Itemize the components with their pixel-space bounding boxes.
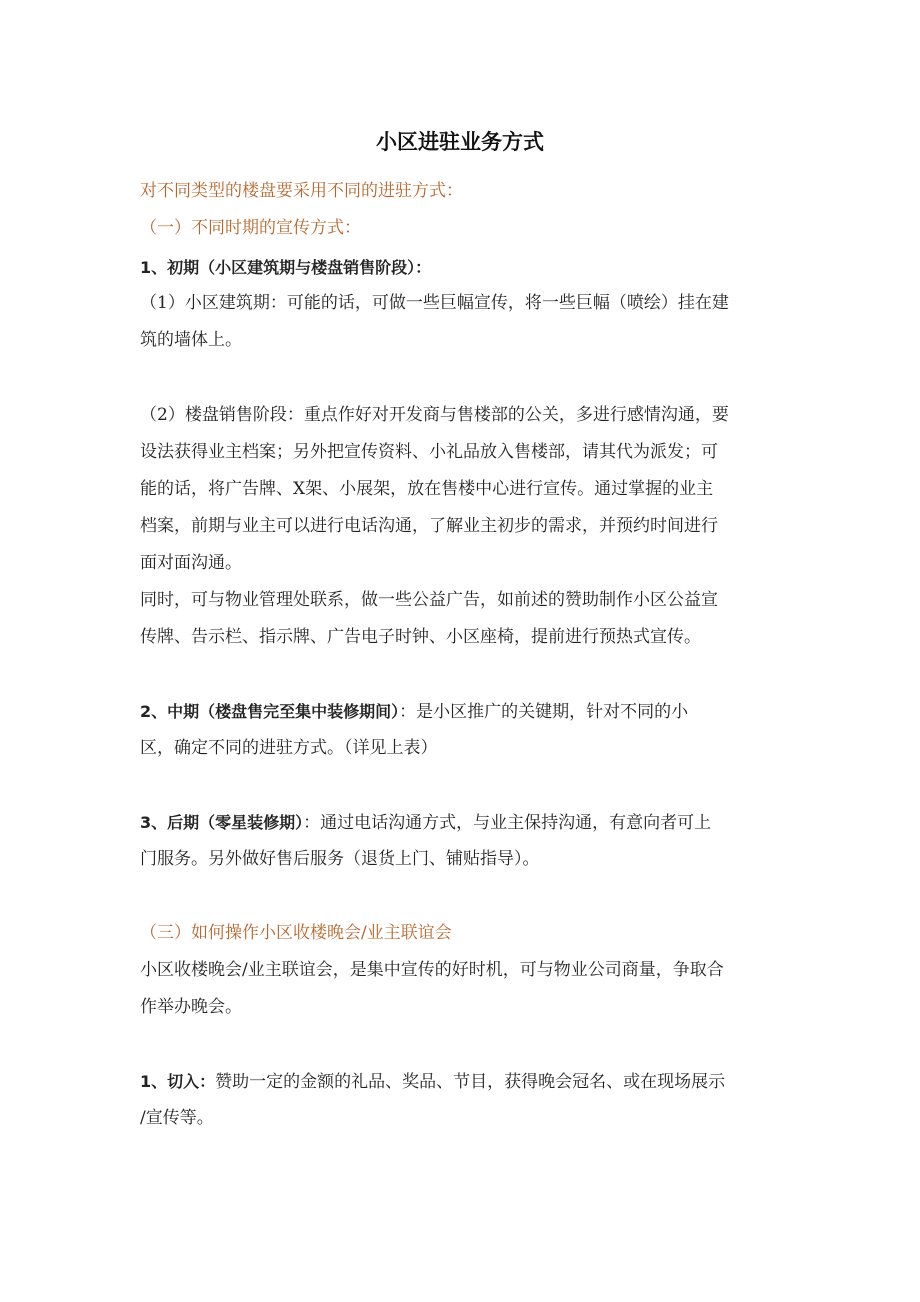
paragraph-line: 面对面沟通。 <box>140 553 242 573</box>
paragraph-line: 小区收楼晚会/业主联谊会，是集中宣传的好时机，可与物业公司商量，争取合 <box>140 960 724 980</box>
paragraph-line: （1）小区建筑期：可能的话，可做一些巨幅宣传，将一些巨幅（喷绘）挂在建 <box>140 293 729 313</box>
paragraph-line: 区，确定不同的进驻方式。（详见上表） <box>140 738 438 758</box>
paragraph-line: 同时，可与物业管理处联系，做一些公益广告，如前述的赞助制作小区公益宣 <box>140 590 718 610</box>
paragraph-text: 赞助一定的金额的礼品、奖品、节目，获得晚会冠名、或在现场展示 <box>215 1072 726 1092</box>
section-heading-1: （一）不同时期的宣传方式： <box>140 218 361 238</box>
item-heading-late: 3、后期（零星装修期） <box>140 813 304 832</box>
paragraph-line: 作举办晚会。 <box>140 997 242 1017</box>
paragraph-line <box>140 804 790 842</box>
paragraph-line: 设法获得业主档案；另外把宣传资料、小礼品放入售楼部，请其代为派发；可 <box>140 442 718 462</box>
page-title: 小区进驻业务方式 <box>376 130 544 154</box>
paragraph-line: 档案，前期与业主可以进行电话沟通，了解业主初步的需求，并预约时间进行 <box>140 516 718 536</box>
item-heading-early: 1、初期（小区建筑期与楼盘销售阶段）： <box>140 258 432 277</box>
item-heading-mid: 2、中期（楼盘售完至集中装修期间） <box>140 702 400 721</box>
paragraph-line: 能的话，将广告牌、X架、小展架，放在售楼中心进行宣传。通过掌握的业主 <box>140 479 714 499</box>
section-heading-3: （三）如何操作小区收楼晚会/业主联谊会 <box>140 923 452 943</box>
paragraph-line <box>140 693 790 731</box>
paragraph-text: ：通过电话沟通方式，与业主保持沟通，有意向者可上 <box>303 813 712 833</box>
paragraph-line: （2）楼盘销售阶段：重点作好对开发商与售楼部的公关，多进行感情沟通，要 <box>140 405 729 425</box>
paragraph-line: 筑的墙体上。 <box>140 330 242 350</box>
intro-text: 对不同类型的楼盘要采用不同的进驻方式： <box>140 181 463 201</box>
paragraph-line <box>140 1063 790 1101</box>
paragraph-line: 门服务。另外做好售后服务（退货上门、铺贴指导）。 <box>140 849 540 869</box>
paragraph-line: 传牌、告示栏、指示牌、广告电子时钟、小区座椅，提前进行预热式宣传。 <box>140 627 701 647</box>
paragraph-line: /宣传等。 <box>140 1108 214 1128</box>
paragraph-text: ：是小区推广的关键期，针对不同的小 <box>399 702 689 722</box>
item-heading-entry: 1、切入： <box>140 1072 216 1091</box>
